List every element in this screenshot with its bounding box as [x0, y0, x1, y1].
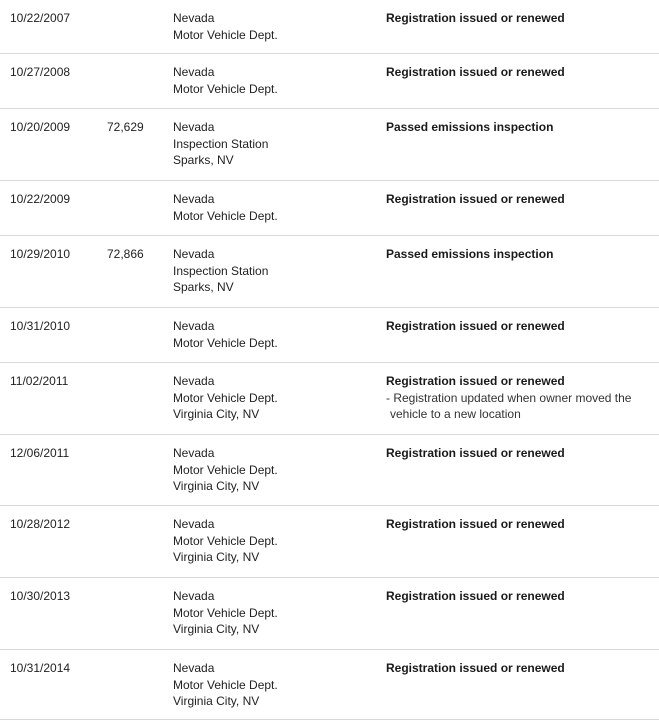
history-source [173, 64, 278, 97]
source-line: Sparks, NV [173, 280, 234, 294]
history-source [173, 445, 278, 495]
comment-detail: - Registration updated when owner moved the vehicle to a new location [386, 390, 632, 421]
history-comments [386, 10, 565, 27]
history-date: 10/20/2009 [10, 120, 71, 134]
history-source [173, 119, 268, 169]
history-row [0, 506, 659, 578]
history-comments [386, 445, 565, 462]
source-line: Motor Vehicle Dept. [173, 27, 278, 42]
history-comments [386, 373, 658, 423]
source-line: Virginia City, NV [173, 694, 260, 708]
source-line: Motor Vehicle Dept. [173, 390, 278, 405]
source-line: Motor Vehicle Dept. [173, 335, 278, 350]
history-comments [386, 318, 565, 335]
comment-title: Registration issued or renewed [386, 65, 565, 79]
source-line: Nevada [173, 247, 215, 261]
history-mileage: 72,629 [107, 120, 144, 134]
source-line: Nevada [173, 446, 215, 460]
source-line: Motor Vehicle Dept. [173, 81, 278, 96]
source-line: Inspection Station [173, 136, 269, 151]
history-row [0, 0, 659, 54]
history-comments [386, 660, 565, 677]
history-row [0, 109, 659, 181]
comment-title: Registration issued or renewed [386, 446, 565, 460]
source-line: Sparks, NV [173, 153, 234, 167]
history-date: 10/31/2014 [10, 661, 71, 675]
history-date: 11/02/2011 [10, 374, 69, 388]
source-line: Nevada [173, 589, 215, 603]
history-source [173, 10, 278, 43]
history-source [173, 588, 278, 638]
history-row [0, 578, 659, 650]
comment-title: Registration issued or renewed [386, 319, 565, 333]
source-line: Nevada [173, 120, 215, 134]
source-line: Nevada [173, 661, 215, 675]
comment-title: Registration issued or renewed [386, 192, 565, 206]
comment-title: Registration issued or renewed [386, 517, 565, 531]
source-line: Motor Vehicle Dept. [173, 533, 278, 548]
source-line: Motor Vehicle Dept. [173, 677, 278, 692]
history-date: 10/22/2007 [10, 11, 71, 25]
comment-title: Registration issued or renewed [386, 589, 565, 603]
history-mileage: 72,866 [107, 247, 144, 261]
history-source [173, 191, 278, 224]
history-row [0, 363, 659, 435]
history-date: 10/29/2010 [10, 247, 71, 261]
comment-title: Registration issued or renewed [386, 374, 565, 388]
source-line: Motor Vehicle Dept. [173, 208, 278, 223]
history-comments [386, 588, 565, 605]
history-comments [386, 119, 553, 136]
history-source [173, 516, 278, 566]
source-line: Nevada [173, 192, 215, 206]
history-comments [386, 246, 553, 263]
history-date: 10/27/2008 [10, 65, 71, 79]
source-line: Nevada [173, 11, 215, 25]
history-comments [386, 191, 565, 208]
history-source [173, 373, 278, 423]
history-date: 10/28/2012 [10, 517, 71, 531]
source-line: Virginia City, NV [173, 479, 260, 493]
history-date: 10/30/2013 [10, 589, 71, 603]
comment-title: Passed emissions inspection [386, 120, 554, 134]
source-line: Virginia City, NV [173, 622, 260, 636]
source-line: Nevada [173, 517, 215, 531]
history-source [173, 318, 278, 351]
history-source [173, 246, 268, 296]
comment-title: Registration issued or renewed [386, 11, 565, 25]
history-date: 10/22/2009 [10, 192, 71, 206]
history-row [0, 650, 659, 720]
source-line: Nevada [173, 319, 215, 333]
source-line: Nevada [173, 374, 215, 388]
history-row [0, 181, 659, 236]
source-line: Motor Vehicle Dept. [173, 462, 278, 477]
source-line: Virginia City, NV [173, 407, 260, 421]
history-date: 12/06/2011 [10, 446, 70, 460]
history-row [0, 308, 659, 363]
source-line: Nevada [173, 65, 215, 79]
history-comments [386, 516, 565, 533]
source-line: Virginia City, NV [173, 550, 260, 564]
history-row [0, 435, 659, 506]
source-line: Inspection Station [173, 263, 269, 278]
history-date: 10/31/2010 [10, 319, 71, 333]
history-row [0, 54, 659, 109]
source-line: Motor Vehicle Dept. [173, 605, 278, 620]
comment-title: Passed emissions inspection [386, 247, 554, 261]
comment-title: Registration issued or renewed [386, 661, 565, 675]
history-source [173, 660, 278, 710]
history-row [0, 236, 659, 308]
history-comments [386, 64, 565, 81]
